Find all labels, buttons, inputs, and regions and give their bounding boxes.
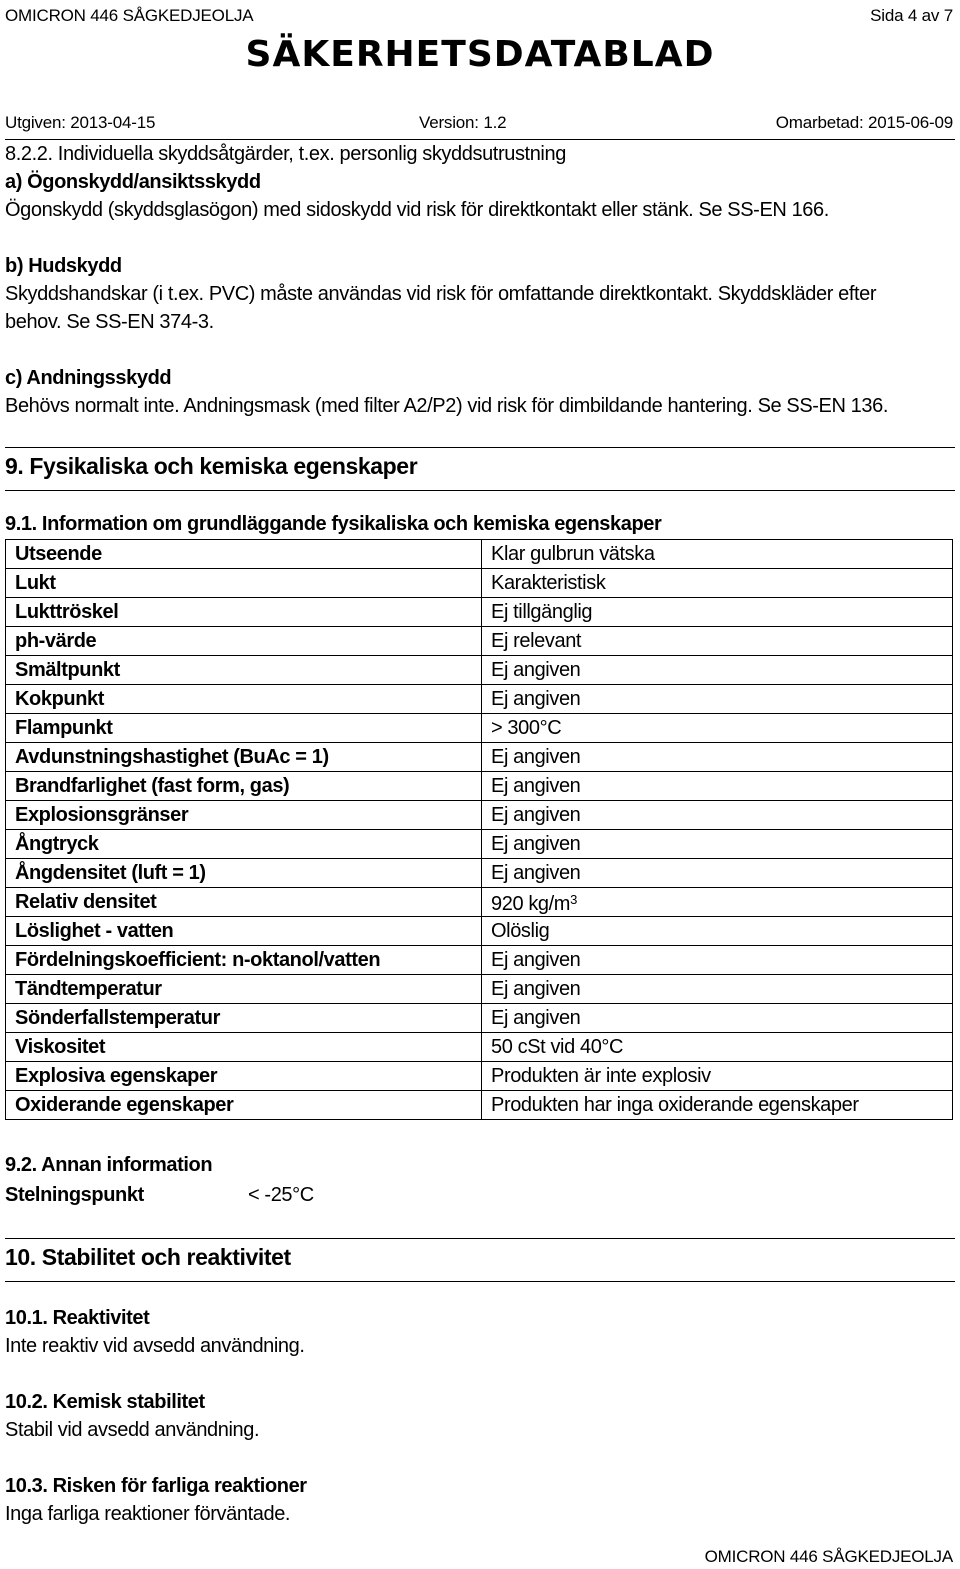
table-row — [6, 1091, 953, 1120]
property-value-text: Ej angiven — [491, 804, 581, 826]
section-8-2-2-heading: 8.2.2. Individuella skyddsåtgärder, t.ex. personlig skyddsutrustning — [5, 143, 566, 165]
property-value — [482, 946, 953, 975]
property-value — [482, 801, 953, 830]
property-label: Ångdensitet (luft = 1) — [6, 859, 482, 888]
table-row — [6, 888, 953, 917]
property-value-text: 50 cSt vid 40°C — [491, 1036, 624, 1058]
section-10-rule-bottom — [5, 1281, 955, 1282]
property-value-text: Ej angiven — [491, 688, 581, 710]
property-value-text: Ej angiven — [491, 833, 581, 855]
property-label: Utseende — [6, 540, 482, 569]
table-row — [6, 801, 953, 830]
property-value-text: Ej angiven — [491, 862, 581, 884]
property-label: Löslighet - vatten — [6, 917, 482, 946]
property-value-superscript: 3 — [570, 892, 577, 907]
property-label: Viskositet — [6, 1033, 482, 1062]
eye-protection-title: a) Ögonskydd/ansiktsskydd — [5, 171, 261, 193]
table-row — [6, 714, 953, 743]
property-value — [482, 917, 953, 946]
skin-protection-title: b) Hudskydd — [5, 255, 122, 277]
header-product-name: OMICRON 446 SÅGKEDJEOLJA — [5, 6, 254, 25]
footer-product-name: OMICRON 446 SÅGKEDJEOLJA — [704, 1547, 953, 1566]
property-value — [482, 975, 953, 1004]
table-row — [6, 656, 953, 685]
property-value-text: Ej angiven — [491, 746, 581, 768]
property-value-text: Olöslig — [491, 920, 550, 942]
property-label: Flampunkt — [6, 714, 482, 743]
table-row — [6, 772, 953, 801]
property-value-text: Klar gulbrun vätska — [491, 543, 655, 565]
reactivity-text: Inte reaktiv vid avsedd användning. — [5, 1335, 305, 1357]
table-row — [6, 830, 953, 859]
property-value — [482, 685, 953, 714]
property-label: Explosionsgränser — [6, 801, 482, 830]
table-row — [6, 1033, 953, 1062]
property-label: Kokpunkt — [6, 685, 482, 714]
property-label: Oxiderande egenskaper — [6, 1091, 482, 1120]
property-value-text: Ej relevant — [491, 630, 582, 652]
property-label: Tändtemperatur — [6, 975, 482, 1004]
property-value — [482, 1033, 953, 1062]
property-value — [482, 714, 953, 743]
skin-protection-text-2: behov. Se SS-EN 374-3. — [5, 311, 214, 333]
table-row — [6, 975, 953, 1004]
property-value — [482, 830, 953, 859]
property-label: Fördelningskoefficient: n-oktanol/vatten — [6, 946, 482, 975]
section-9-rule-top — [5, 447, 955, 448]
table-row — [6, 743, 953, 772]
section-9-rule-bottom — [5, 490, 955, 491]
property-label: Ångtryck — [6, 830, 482, 859]
table-row — [6, 1062, 953, 1091]
property-value — [482, 1062, 953, 1091]
property-label: Relativ densitet — [6, 888, 482, 917]
property-value-text: 920 kg/m — [491, 893, 571, 915]
property-value — [482, 859, 953, 888]
property-value-text: Ej angiven — [491, 1007, 581, 1029]
property-value-text: Produkten är inte explosiv — [491, 1065, 711, 1087]
section-10-title: 10. Stabilitet och reaktivitet — [5, 1244, 291, 1270]
table-row — [6, 685, 953, 714]
property-value-text: > 300°C — [491, 717, 562, 739]
property-label: Explosiva egenskaper — [6, 1062, 482, 1091]
property-value-text: Ej tillgänglig — [491, 601, 593, 623]
property-value — [482, 569, 953, 598]
section-10-rule-top — [5, 1238, 955, 1239]
property-label: ph-värde — [6, 627, 482, 656]
pour-point-value: < -25°C — [248, 1184, 314, 1206]
version-number: Version: 1.2 — [419, 113, 507, 132]
document-title: SÄKERHETSDATABLAD — [245, 34, 715, 75]
respiratory-protection-text: Behövs normalt inte. Andningsmask (med filter A2/P2) vid risk för dimbildande hantering. Se SS-EN 136. — [5, 395, 888, 417]
property-value — [482, 888, 953, 917]
table-row — [6, 917, 953, 946]
property-label: Lukt — [6, 569, 482, 598]
property-value-text: Ej angiven — [491, 775, 581, 797]
table-row — [6, 569, 953, 598]
property-value — [482, 1091, 953, 1120]
section-9-1-heading: 9.1. Information om grundläggande fysikaliska och kemiska egenskaper — [5, 513, 662, 535]
section-9-2-heading: 9.2. Annan information — [5, 1154, 213, 1176]
table-row — [6, 859, 953, 888]
table-row — [6, 540, 953, 569]
revised-date: Omarbetad: 2015-06-09 — [775, 113, 953, 132]
table-row — [6, 627, 953, 656]
property-label: Smältpunkt — [6, 656, 482, 685]
table-row — [6, 946, 953, 975]
skin-protection-text-1: Skyddshandskar (i t.ex. PVC) måste användas vid risk för omfattande direktkontakt. Skyddskläder efter — [5, 283, 877, 305]
issued-date: Utgiven: 2013-04-15 — [5, 113, 156, 132]
property-value-text: Ej angiven — [491, 949, 581, 971]
property-value — [482, 598, 953, 627]
respiratory-protection-title: c) Andningsskydd — [5, 367, 172, 389]
property-label: Avdunstningshastighet (BuAc = 1) — [6, 743, 482, 772]
property-value-text: Ej angiven — [491, 659, 581, 681]
section-9-title: 9. Fysikaliska och kemiska egenskaper — [5, 453, 418, 479]
property-value — [482, 540, 953, 569]
property-value — [482, 743, 953, 772]
property-label: Lukttröskel — [6, 598, 482, 627]
hazardous-reactions-title: 10.3. Risken för farliga reaktioner — [5, 1475, 307, 1497]
property-label: Sönderfallstemperatur — [6, 1004, 482, 1033]
header-page-number: Sida 4 av 7 — [870, 6, 953, 25]
property-value-text: Produkten har inga oxiderande egenskaper — [491, 1094, 859, 1116]
property-value — [482, 1004, 953, 1033]
table-row — [6, 1004, 953, 1033]
property-value — [482, 772, 953, 801]
reactivity-title: 10.1. Reaktivitet — [5, 1307, 150, 1329]
eye-protection-text: Ögonskydd (skyddsglasögon) med sidoskydd vid risk för direktkontakt eller stänk. Se SS-EN 166. — [5, 199, 829, 221]
property-value-text: Ej angiven — [491, 978, 581, 1000]
table-row — [6, 598, 953, 627]
property-label: Brandfarlighet (fast form, gas) — [6, 772, 482, 801]
property-value — [482, 656, 953, 685]
chemical-stability-title: 10.2. Kemisk stabilitet — [5, 1391, 205, 1413]
hazardous-reactions-text: Inga farliga reaktioner förväntade. — [5, 1503, 291, 1525]
properties-table — [5, 539, 953, 1120]
chemical-stability-text: Stabil vid avsedd användning. — [5, 1419, 260, 1441]
header-divider — [5, 139, 955, 140]
property-value-text: Karakteristisk — [491, 572, 606, 594]
property-value — [482, 627, 953, 656]
pour-point-label: Stelningspunkt — [5, 1184, 144, 1206]
